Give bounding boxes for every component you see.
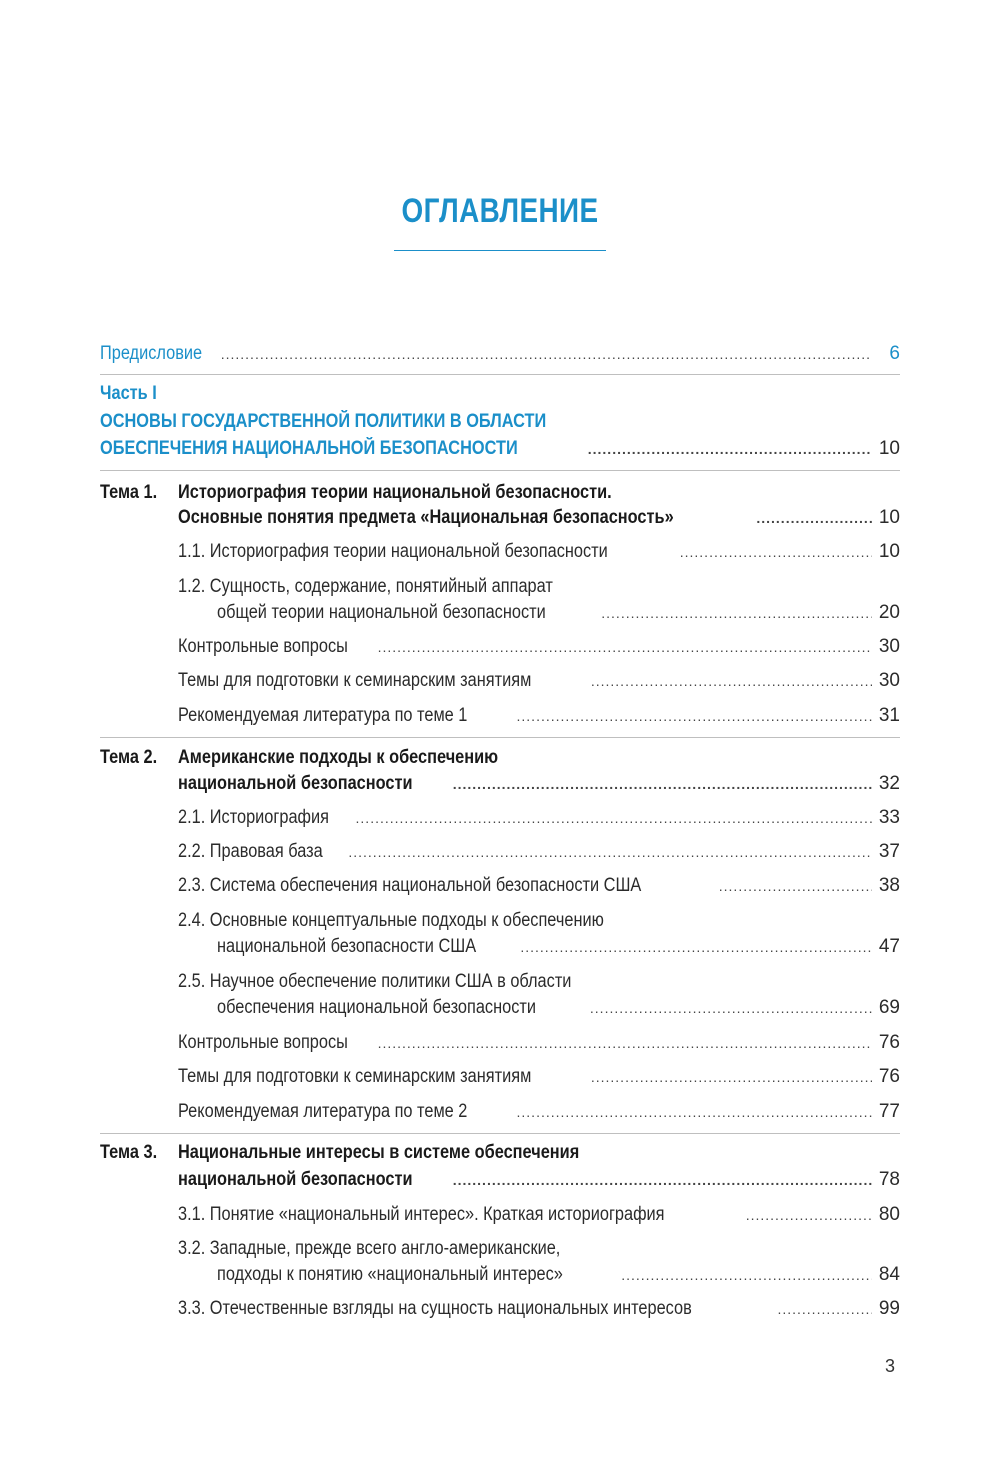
toc-entry[interactable]: 2.3. Система обеспечения национальной безопасности США ..... 38 — [178, 873, 900, 899]
toc-entry[interactable]: 2.2. Правовая база ..... 37 — [178, 839, 900, 865]
table-of-contents — [100, 0, 900, 1464]
toc-entry-text: Предисловие — [100, 343, 203, 364]
divider — [100, 737, 900, 738]
dot-leader — [356, 805, 872, 831]
dot-leader — [221, 341, 872, 367]
dot-leader — [756, 505, 872, 531]
toc-entry[interactable]: подходы к понятию «национальный интерес» ..... 84 — [217, 1262, 900, 1288]
toc-entry[interactable]: общей теории национальной безопасности ..... 20 — [217, 600, 900, 626]
toc-entry-page: 32 — [878, 773, 900, 794]
dot-leader — [378, 634, 872, 660]
dot-leader — [719, 873, 872, 899]
divider — [100, 1133, 900, 1134]
dot-leader — [746, 1202, 872, 1228]
toc-entry[interactable]: национальной безопасности США ..... 47 — [217, 934, 900, 960]
toc-entry-first-line[interactable]: 2.4. Основные концептуальные подходы к обеспечению — [178, 910, 604, 931]
dot-leader — [378, 1030, 872, 1056]
toc-entry-page: 78 — [878, 1169, 900, 1190]
dot-leader — [453, 771, 872, 797]
dot-leader — [348, 839, 872, 865]
toc-entry-page: 10 — [878, 507, 900, 528]
theme-title-line1[interactable]: Американские подходы к обеспечению — [178, 747, 499, 768]
divider — [100, 470, 900, 471]
toc-entry-page: 6 — [889, 343, 900, 364]
theme-title-line1[interactable]: Национальные интересы в системе обеспечения — [178, 1142, 580, 1163]
toc-entry-part1[interactable]: ОБЕСПЕЧЕНИЯ НАЦИОНАЛЬНОЙ БЕЗОПАСНОСТИ ..... 10 — [100, 436, 900, 462]
toc-entry[interactable]: Рекомендуемая литература по теме 1 ..... 31 — [178, 703, 900, 729]
dot-leader — [517, 1099, 872, 1125]
toc-entry[interactable]: Рекомендуемая литература по теме 2 ..... 77 — [178, 1099, 900, 1125]
toc-entry[interactable]: Темы для подготовки к семинарским занятиям ..... 30 — [178, 668, 900, 694]
divider — [100, 374, 900, 375]
dot-leader — [453, 1167, 872, 1193]
toc-entry-theme-2[interactable]: национальной безопасности ..... 32 — [178, 771, 900, 797]
toc-entry-theme-3[interactable]: национальной безопасности ..... 78 — [178, 1167, 900, 1193]
part-title-line1[interactable]: ОСНОВЫ ГОСУДАРСТВЕННОЙ ПОЛИТИКИ В ОБЛАСТИ — [100, 411, 547, 432]
toc-entry-first-line[interactable]: 3.2. Западные, прежде всего англо-американские, — [178, 1238, 561, 1259]
page-number: 3 — [885, 1356, 896, 1376]
page-title: ОГЛАВЛЕНИЕ — [401, 192, 599, 230]
dot-leader — [520, 934, 872, 960]
toc-entry[interactable]: 3.1. Понятие «национальный интерес». Краткая историография ..... 80 — [178, 1202, 900, 1228]
part-label: Часть I — [100, 383, 157, 404]
dot-leader — [621, 1262, 872, 1288]
theme-label: Тема 2. — [100, 747, 158, 768]
dot-leader — [590, 995, 872, 1021]
dot-leader — [591, 1064, 872, 1090]
dot-leader — [601, 600, 872, 626]
dot-leader — [777, 1296, 872, 1322]
toc-entry[interactable]: Контрольные вопросы ..... 76 — [178, 1030, 900, 1056]
dot-leader — [591, 668, 872, 694]
toc-entry[interactable]: Контрольные вопросы ..... 30 — [178, 634, 900, 660]
toc-entry-theme-1[interactable]: Основные понятия предмета «Национальная безопасность» ..... 10 — [178, 505, 900, 531]
theme-title-line1[interactable]: Историография теории национальной безопасности. — [178, 482, 612, 503]
dot-leader — [680, 539, 872, 565]
dot-leader — [517, 703, 872, 729]
toc-entry[interactable]: 3.3. Отечественные взгляды на сущность национальных интересов ..... 99 — [178, 1296, 900, 1322]
theme-label: Тема 1. — [100, 482, 158, 503]
toc-entry-page: 10 — [878, 438, 900, 459]
toc-entry-first-line[interactable]: 1.2. Сущность, содержание, понятийный аппарат — [178, 576, 553, 597]
theme-label: Тема 3. — [100, 1142, 158, 1163]
toc-entry[interactable]: обеспечения национальной безопасности ..... 69 — [217, 995, 900, 1021]
dot-leader — [588, 436, 872, 462]
toc-entry-first-line[interactable]: 2.5. Научное обеспечение политики США в области — [178, 971, 572, 992]
toc-entry[interactable]: Темы для подготовки к семинарским занятиям ..... 76 — [178, 1064, 900, 1090]
toc-entry[interactable]: 1.1. Историография теории национальной безопасности ..... 10 — [178, 539, 900, 565]
toc-entry[interactable]: 2.1. Историография ..... 33 — [178, 805, 900, 831]
toc-entry-preface[interactable] — [100, 341, 900, 367]
